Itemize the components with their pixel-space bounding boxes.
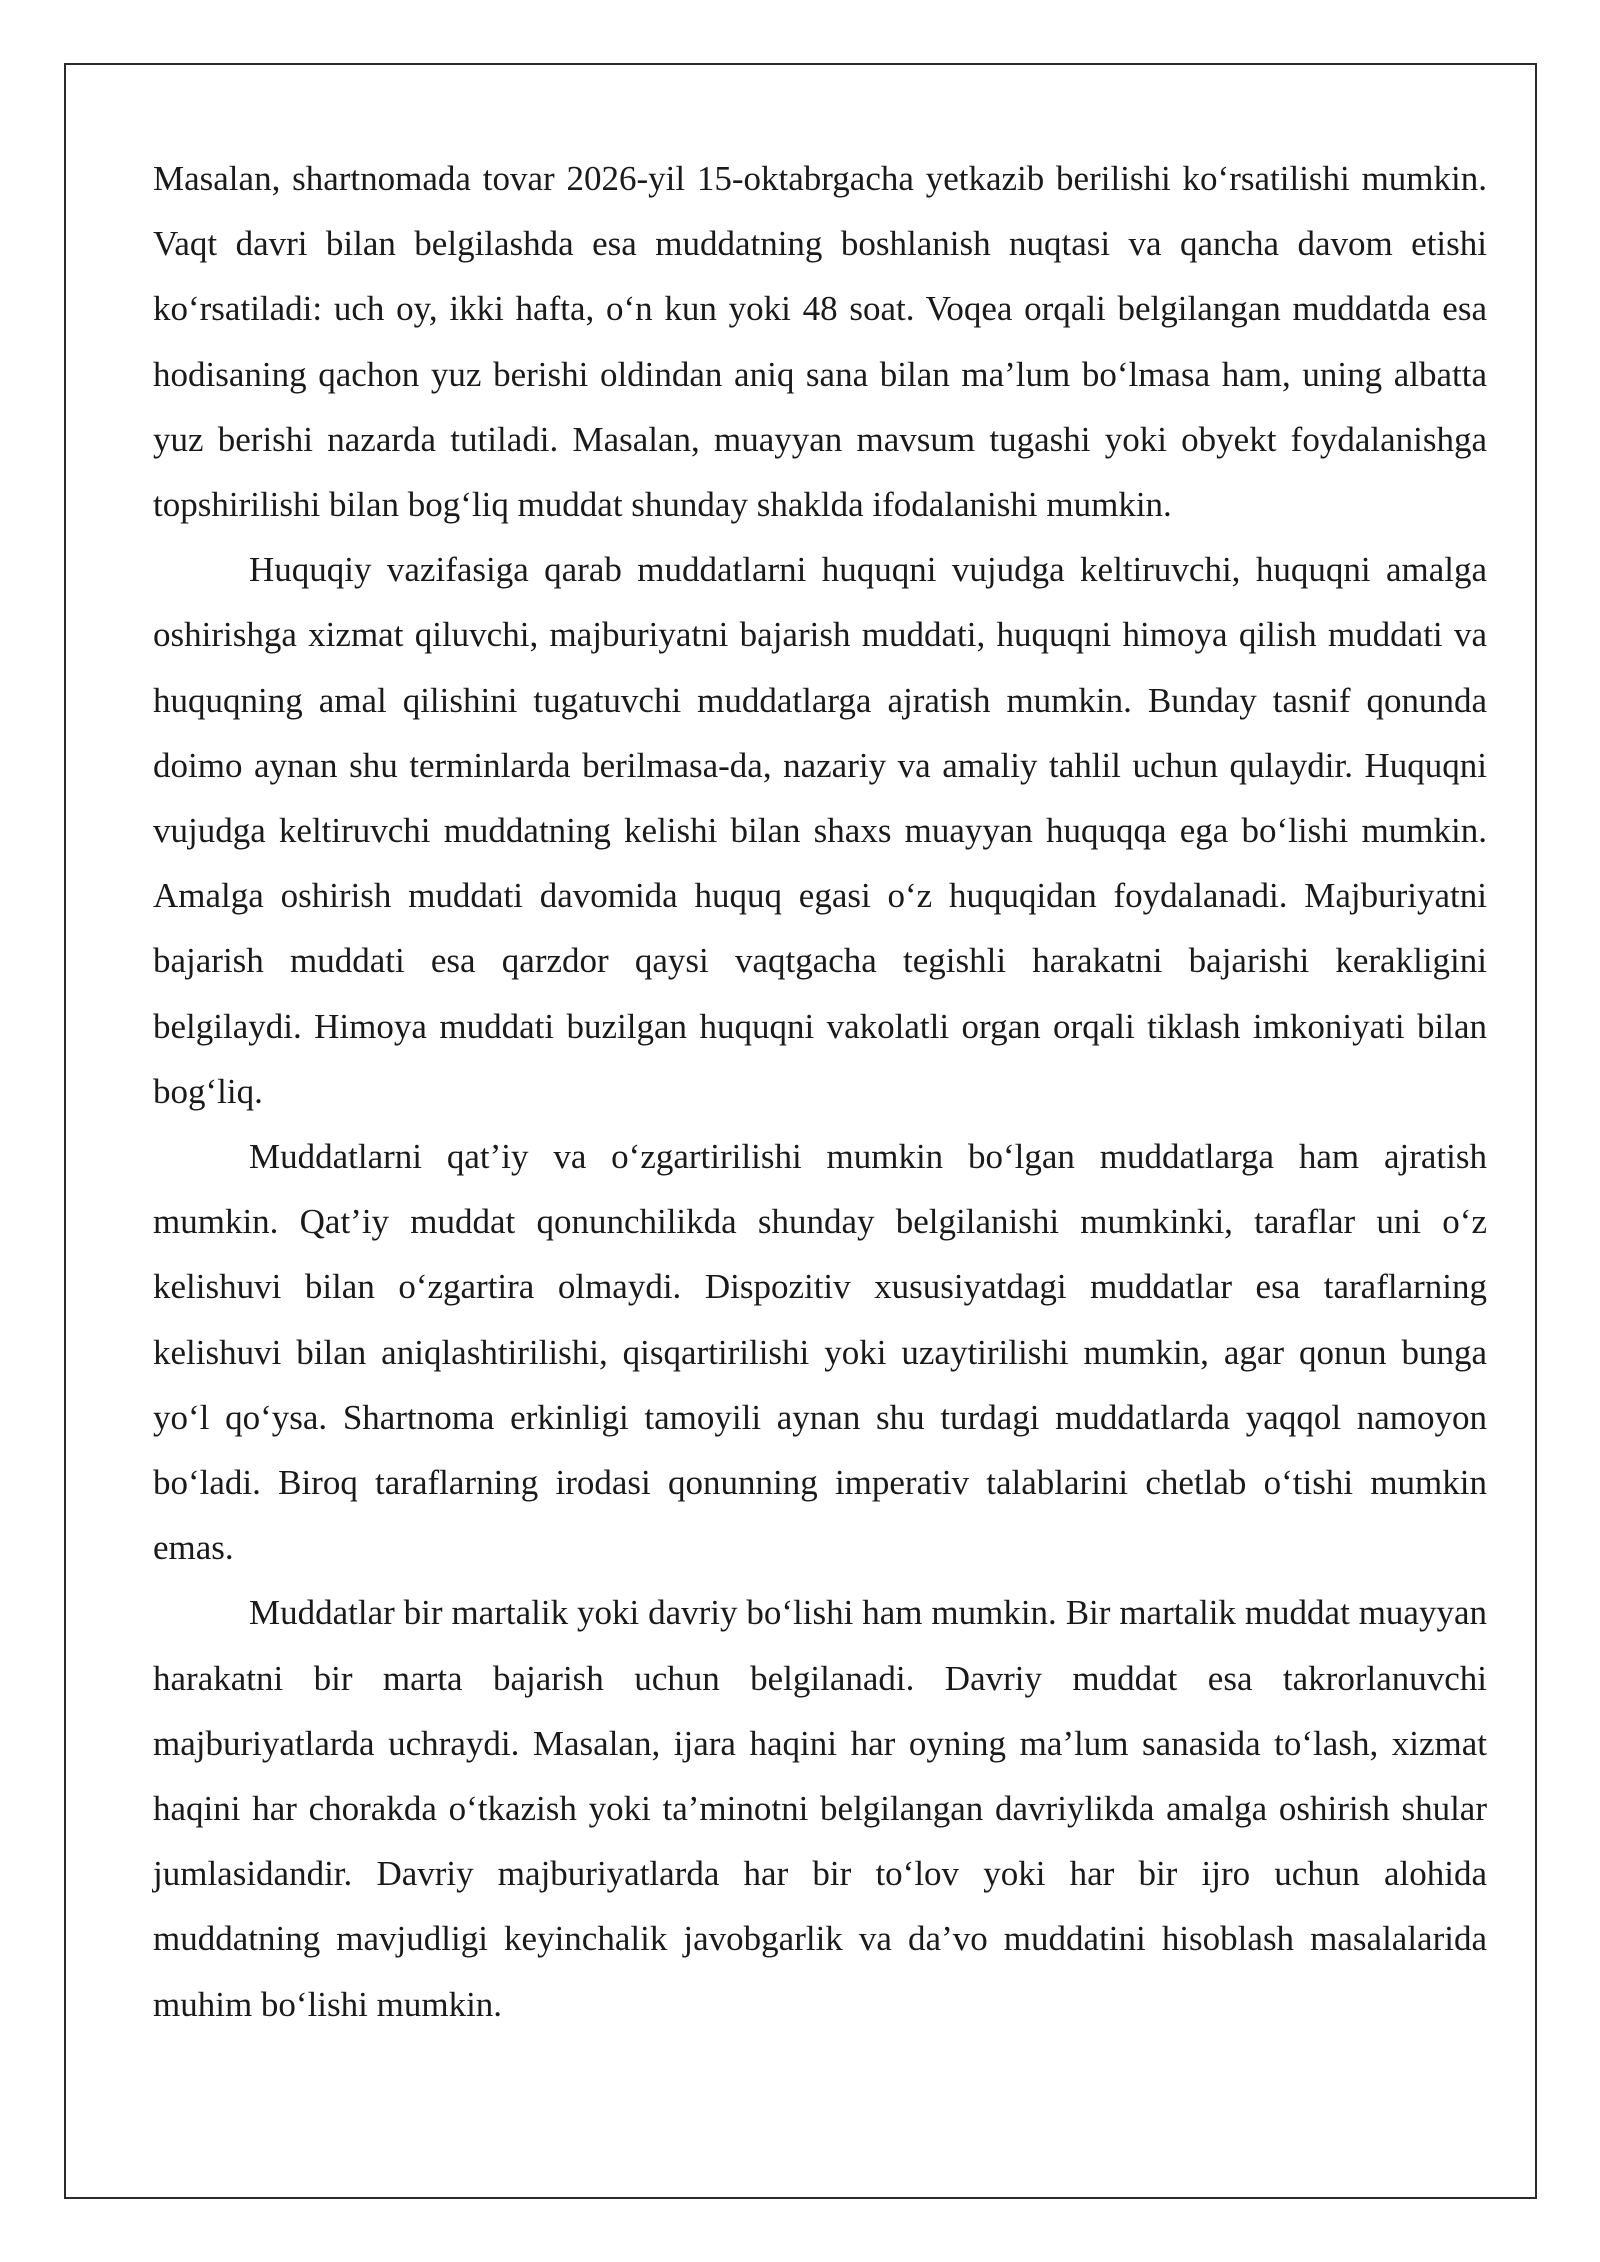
paragraph-4: Muddatlar bir martalik yoki davriy bo‘lishi ham mumkin. Bir martalik muddat muayyan harakatni bir marta bajarish uchun belgilanadi. Davriy muddat esa takrorlanuvchi majburiyatlarda uchraydi. Masalan, ijara haqini har oyning ma’lum sanasida to‘lash, xizmat haqini har chorakda o‘tkazish yoki ta’minotni belgilangan davriylikda amalga oshirish shular jumlasidandir. Davriy majburiyatlarda har bir to‘lov yoki har bir ijro uchun alohida muddatning mavjudligi keyinchalik javobgarlik va da’vo muddatini hisoblash masalalarida muhim bo‘lishi mumkin. xyxy=(153,1593,1487,2024)
paragraph-1: Masalan, shartnomada tovar 2026-yil 15-oktabrgacha yetkazib berilishi ko‘rsatilishi mumkin. Vaqt davri bilan belgilashda esa muddatning boshlanish nuqtasi va qancha davom etishi ko‘rsatiladi: uch oy, ikki hafta, o‘n kun yoki 48 soat. Voqea orqali belgilangan muddatda esa hodisaning qachon yuz berishi oldindan aniq sana bilan ma’lum bo‘lmasa ham, uning albatta yuz berishi nazarda tutiladi. Masalan, muayyan mavsum tugashi yoki obyekt foydalanishga topshirilishi bilan bog‘liq muddat shunday shaklda ifodalanishi mumkin. xyxy=(153,159,1487,525)
paragraph-2: Huquqiy vazifasiga qarab muddatlarni huquqni vujudga keltiruvchi, huquqni amalga oshirishga xizmat qiluvchi, majburiyatni bajarish muddati, huquqni himoya qilish muddati va huquqning amal qilishini tugatuvchi muddatlarga ajratish mumkin. Bunday tasnif qonunda doimo aynan shu terminlarda berilmasa-da, nazariy va amaliy tahlil uchun qulaydir. Huquqni vujudga keltiruvchi muddatning kelishi bilan shaxs muayyan huquqqa ega bo‘lishi mumkin. Amalga oshirish muddati davomida huquq egasi o‘z huquqidan foydalanadi. Majburiyatni bajarish muddati esa qarzdor qaysi vaqtgacha tegishli harakatni bajarishi kerakligini belgilaydi. Himoya muddati buzilgan huquqni vakolatli organ orqali tiklash imkoniyati bilan bog‘liq. xyxy=(153,550,1487,1111)
document-body xyxy=(153,146,1487,2037)
paragraph-3: Muddatlarni qat’iy va o‘zgartirilishi mumkin bo‘lgan muddatlarga ham ajratish mumkin. Qat’iy muddat qonunchilikda shunday belgilanishi mumkinki, taraflar uni o‘z kelishuvi bilan o‘zgartira olmaydi. Dispozitiv xususiyatdagi muddatlar esa taraflarning kelishuvi bilan aniqlashtirilishi, qisqartirilishi yoki uzaytirilishi mumkin, agar qonun bunga yo‘l qo‘ysa. Shartnoma erkinligi tamoyili aynan shu turdagi muddatlarda yaqqol namoyon bo‘ladi. Biroq taraflarning irodasi qonunning imperativ talablarini chetlab o‘tishi mumkin emas. xyxy=(153,1137,1487,1568)
